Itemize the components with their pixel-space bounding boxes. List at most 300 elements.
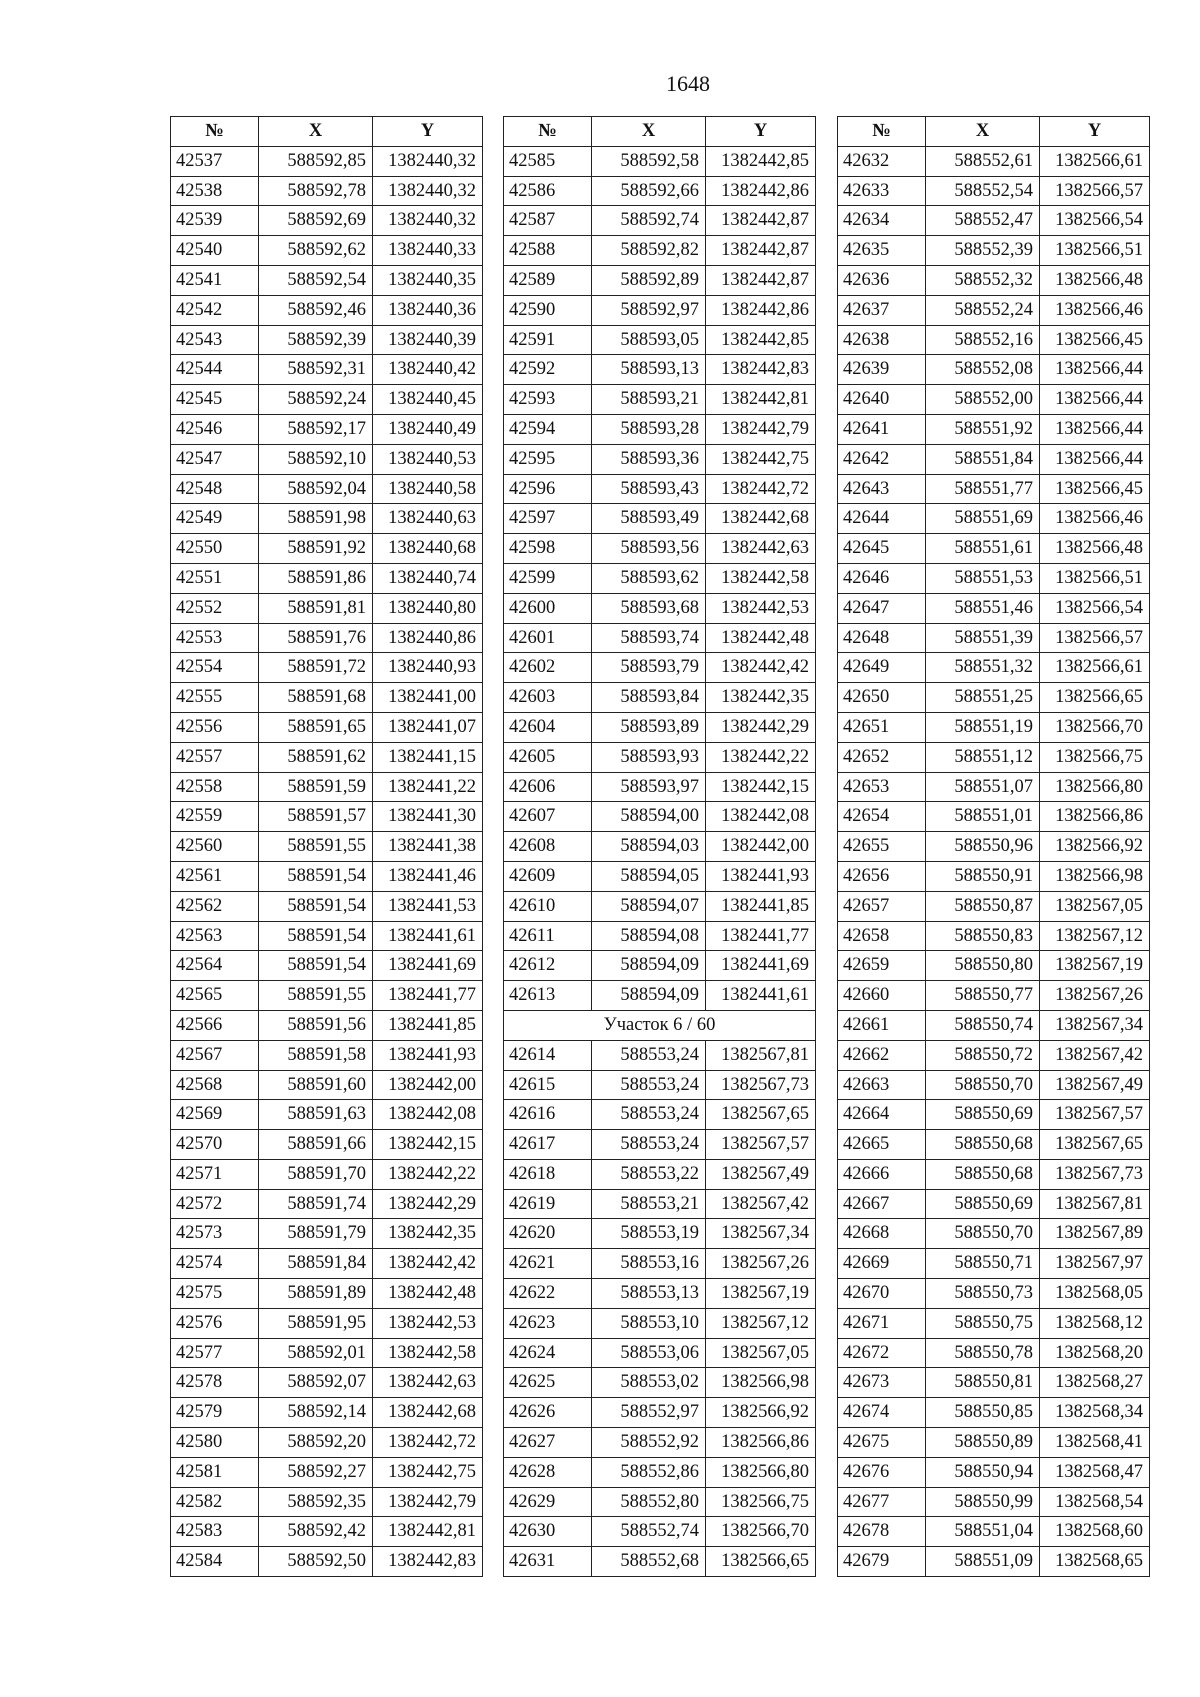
y-value: 1382441,30 <box>373 802 483 832</box>
table-row <box>838 1517 1150 1547</box>
x-value: 588551,12 <box>926 742 1040 772</box>
table-row <box>171 1130 483 1160</box>
x-value: 588591,72 <box>259 653 373 683</box>
table-row <box>504 981 816 1011</box>
table-row <box>171 1100 483 1130</box>
point-number: 42542 <box>171 295 259 325</box>
table-row <box>171 802 483 832</box>
x-value: 588592,14 <box>259 1398 373 1428</box>
y-value: 1382441,22 <box>373 772 483 802</box>
point-number: 42583 <box>171 1517 259 1547</box>
table-row <box>504 1487 816 1517</box>
table-row <box>504 176 816 206</box>
table-row <box>838 1279 1150 1309</box>
point-number: 42640 <box>838 385 926 415</box>
point-number: 42540 <box>171 236 259 266</box>
table-row <box>838 1428 1150 1458</box>
x-value: 588592,04 <box>259 474 373 504</box>
y-value: 1382568,41 <box>1040 1428 1150 1458</box>
x-value: 588552,68 <box>592 1547 706 1577</box>
y-value: 1382567,34 <box>1040 1010 1150 1040</box>
x-value: 588591,54 <box>259 951 373 981</box>
x-value: 588553,24 <box>592 1130 706 1160</box>
point-number: 42661 <box>838 1010 926 1040</box>
point-number: 42566 <box>171 1010 259 1040</box>
y-value: 1382442,42 <box>373 1249 483 1279</box>
x-value: 588594,08 <box>592 921 706 951</box>
table-row <box>838 1040 1150 1070</box>
x-value: 588591,66 <box>259 1130 373 1160</box>
point-number: 42671 <box>838 1308 926 1338</box>
y-value: 1382566,80 <box>706 1457 816 1487</box>
y-value: 1382566,48 <box>1040 534 1150 564</box>
point-number: 42629 <box>504 1487 592 1517</box>
y-value: 1382567,34 <box>706 1219 816 1249</box>
x-value: 588592,01 <box>259 1338 373 1368</box>
y-value: 1382442,00 <box>373 1070 483 1100</box>
y-value: 1382441,15 <box>373 742 483 772</box>
x-value: 588550,87 <box>926 891 1040 921</box>
point-number: 42665 <box>838 1130 926 1160</box>
y-value: 1382442,79 <box>373 1487 483 1517</box>
y-value: 1382442,22 <box>706 742 816 772</box>
y-value: 1382567,81 <box>1040 1189 1150 1219</box>
x-value: 588591,54 <box>259 921 373 951</box>
y-value: 1382566,75 <box>706 1487 816 1517</box>
x-value: 588551,39 <box>926 623 1040 653</box>
point-number: 42617 <box>504 1130 592 1160</box>
y-value: 1382566,48 <box>1040 265 1150 295</box>
point-number: 42545 <box>171 385 259 415</box>
point-number: 42541 <box>171 265 259 295</box>
table-row <box>171 385 483 415</box>
x-value: 588591,81 <box>259 593 373 623</box>
table-row <box>504 385 816 415</box>
table-row <box>504 1457 816 1487</box>
x-value: 588553,24 <box>592 1100 706 1130</box>
point-number: 42594 <box>504 414 592 444</box>
point-number: 42670 <box>838 1279 926 1309</box>
y-value: 1382566,86 <box>706 1428 816 1458</box>
section-title: Участок 6 / 60 <box>504 1010 816 1040</box>
x-value: 588591,57 <box>259 802 373 832</box>
x-value: 588551,84 <box>926 444 1040 474</box>
point-number: 42563 <box>171 921 259 951</box>
point-number: 42621 <box>504 1249 592 1279</box>
x-value: 588551,07 <box>926 772 1040 802</box>
y-value: 1382567,65 <box>706 1100 816 1130</box>
point-number: 42595 <box>504 444 592 474</box>
table-row <box>504 1398 816 1428</box>
y-value: 1382441,53 <box>373 891 483 921</box>
point-number: 42639 <box>838 355 926 385</box>
y-value: 1382442,29 <box>373 1189 483 1219</box>
y-value: 1382567,89 <box>1040 1219 1150 1249</box>
point-number: 42564 <box>171 951 259 981</box>
point-number: 42557 <box>171 742 259 772</box>
point-number: 42655 <box>838 832 926 862</box>
table-row <box>838 1070 1150 1100</box>
y-value: 1382442,08 <box>706 802 816 832</box>
x-value: 588551,53 <box>926 563 1040 593</box>
point-number: 42624 <box>504 1338 592 1368</box>
table-row <box>171 593 483 623</box>
y-value: 1382566,75 <box>1040 742 1150 772</box>
y-value: 1382441,93 <box>706 861 816 891</box>
table-row <box>504 832 816 862</box>
y-value: 1382441,69 <box>373 951 483 981</box>
x-value: 588592,31 <box>259 355 373 385</box>
point-number: 42590 <box>504 295 592 325</box>
x-value: 588553,21 <box>592 1189 706 1219</box>
y-value: 1382566,70 <box>1040 712 1150 742</box>
table-row <box>838 295 1150 325</box>
table-row <box>504 206 816 236</box>
table-row <box>504 265 816 295</box>
table-row <box>504 1159 816 1189</box>
table-row <box>504 742 816 772</box>
x-value: 588591,58 <box>259 1040 373 1070</box>
x-value: 588550,94 <box>926 1457 1040 1487</box>
x-value: 588550,83 <box>926 921 1040 951</box>
table-row <box>504 951 816 981</box>
y-value: 1382566,57 <box>1040 176 1150 206</box>
x-value: 588592,78 <box>259 176 373 206</box>
point-number: 42548 <box>171 474 259 504</box>
table-row <box>838 325 1150 355</box>
header-number: № <box>504 117 592 147</box>
table-row <box>171 444 483 474</box>
y-value: 1382567,73 <box>706 1070 816 1100</box>
y-value: 1382440,33 <box>373 236 483 266</box>
x-value: 588550,70 <box>926 1219 1040 1249</box>
y-value: 1382442,87 <box>706 265 816 295</box>
table-row <box>504 1338 816 1368</box>
x-value: 588591,76 <box>259 623 373 653</box>
x-value: 588591,60 <box>259 1070 373 1100</box>
table-row <box>504 891 816 921</box>
x-value: 588552,74 <box>592 1517 706 1547</box>
header-x: X <box>592 117 706 147</box>
y-value: 1382568,20 <box>1040 1338 1150 1368</box>
table-row <box>171 1159 483 1189</box>
point-number: 42627 <box>504 1428 592 1458</box>
table-row <box>171 653 483 683</box>
y-value: 1382442,58 <box>706 563 816 593</box>
point-number: 42628 <box>504 1457 592 1487</box>
table-row <box>171 146 483 176</box>
y-value: 1382568,60 <box>1040 1517 1150 1547</box>
point-number: 42620 <box>504 1219 592 1249</box>
point-number: 42657 <box>838 891 926 921</box>
x-value: 588594,05 <box>592 861 706 891</box>
y-value: 1382441,00 <box>373 683 483 713</box>
y-value: 1382566,45 <box>1040 474 1150 504</box>
point-number: 42662 <box>838 1040 926 1070</box>
y-value: 1382442,85 <box>706 146 816 176</box>
point-number: 42616 <box>504 1100 592 1130</box>
x-value: 588553,06 <box>592 1338 706 1368</box>
point-number: 42605 <box>504 742 592 772</box>
table-row <box>504 236 816 266</box>
table-row <box>504 653 816 683</box>
point-number: 42645 <box>838 534 926 564</box>
point-number: 42674 <box>838 1398 926 1428</box>
point-number: 42580 <box>171 1428 259 1458</box>
table-row <box>838 1457 1150 1487</box>
point-number: 42550 <box>171 534 259 564</box>
point-number: 42551 <box>171 563 259 593</box>
x-value: 588592,24 <box>259 385 373 415</box>
point-number: 42631 <box>504 1547 592 1577</box>
table-row <box>171 325 483 355</box>
point-number: 42568 <box>171 1070 259 1100</box>
y-value: 1382567,42 <box>1040 1040 1150 1070</box>
table-row <box>504 712 816 742</box>
y-value: 1382442,72 <box>373 1428 483 1458</box>
table-row <box>838 861 1150 891</box>
point-number: 42653 <box>838 772 926 802</box>
x-value: 588553,22 <box>592 1159 706 1189</box>
x-value: 588591,79 <box>259 1219 373 1249</box>
x-value: 588550,96 <box>926 832 1040 862</box>
y-value: 1382442,63 <box>706 534 816 564</box>
table-row <box>838 444 1150 474</box>
point-number: 42537 <box>171 146 259 176</box>
y-value: 1382567,49 <box>706 1159 816 1189</box>
table-row <box>504 1547 816 1577</box>
header-y: Y <box>1040 117 1150 147</box>
x-value: 588593,84 <box>592 683 706 713</box>
table-row <box>504 1517 816 1547</box>
y-value: 1382440,86 <box>373 623 483 653</box>
x-value: 588550,85 <box>926 1398 1040 1428</box>
x-value: 588591,62 <box>259 742 373 772</box>
page-number: 1648 <box>666 71 710 96</box>
point-number: 42601 <box>504 623 592 653</box>
point-number: 42538 <box>171 176 259 206</box>
table-row <box>171 1189 483 1219</box>
x-value: 588593,43 <box>592 474 706 504</box>
table-row <box>838 1219 1150 1249</box>
point-number: 42544 <box>171 355 259 385</box>
y-value: 1382567,19 <box>1040 951 1150 981</box>
x-value: 588593,62 <box>592 563 706 593</box>
table-row <box>171 981 483 1011</box>
y-value: 1382441,61 <box>373 921 483 951</box>
table-row <box>171 742 483 772</box>
table-row <box>504 534 816 564</box>
x-value: 588552,16 <box>926 325 1040 355</box>
table-row <box>838 355 1150 385</box>
y-value: 1382566,44 <box>1040 444 1150 474</box>
table-row <box>504 414 816 444</box>
header-y: Y <box>373 117 483 147</box>
y-value: 1382441,46 <box>373 861 483 891</box>
point-number: 42649 <box>838 653 926 683</box>
point-number: 42599 <box>504 563 592 593</box>
table-row <box>171 1457 483 1487</box>
y-value: 1382567,05 <box>706 1338 816 1368</box>
y-value: 1382566,70 <box>706 1517 816 1547</box>
point-number: 42676 <box>838 1457 926 1487</box>
x-value: 588592,62 <box>259 236 373 266</box>
y-value: 1382567,97 <box>1040 1249 1150 1279</box>
x-value: 588550,73 <box>926 1279 1040 1309</box>
x-value: 588591,95 <box>259 1308 373 1338</box>
x-value: 588551,77 <box>926 474 1040 504</box>
y-value: 1382567,19 <box>706 1279 816 1309</box>
coordinate-table-3 <box>837 116 1150 1577</box>
point-number: 42559 <box>171 802 259 832</box>
x-value: 588551,92 <box>926 414 1040 444</box>
y-value: 1382568,54 <box>1040 1487 1150 1517</box>
x-value: 588550,99 <box>926 1487 1040 1517</box>
table-row <box>838 563 1150 593</box>
point-number: 42668 <box>838 1219 926 1249</box>
table-row <box>171 236 483 266</box>
y-value: 1382566,46 <box>1040 295 1150 325</box>
y-value: 1382566,57 <box>1040 623 1150 653</box>
table-row <box>171 1010 483 1040</box>
table-row <box>838 1338 1150 1368</box>
table-row <box>838 653 1150 683</box>
table-row <box>504 861 816 891</box>
y-value: 1382442,15 <box>706 772 816 802</box>
y-value: 1382566,46 <box>1040 504 1150 534</box>
point-number: 42626 <box>504 1398 592 1428</box>
table-row <box>171 1338 483 1368</box>
table-row <box>504 802 816 832</box>
table-row <box>171 951 483 981</box>
x-value: 588593,05 <box>592 325 706 355</box>
x-value: 588550,68 <box>926 1159 1040 1189</box>
point-number: 42558 <box>171 772 259 802</box>
table-row <box>838 1547 1150 1577</box>
x-value: 588591,86 <box>259 563 373 593</box>
table-row <box>504 1189 816 1219</box>
y-value: 1382442,22 <box>373 1159 483 1189</box>
x-value: 588550,68 <box>926 1130 1040 1160</box>
table-row <box>838 1398 1150 1428</box>
table-row <box>171 1517 483 1547</box>
x-value: 588594,00 <box>592 802 706 832</box>
point-number: 42666 <box>838 1159 926 1189</box>
y-value: 1382568,05 <box>1040 1279 1150 1309</box>
x-value: 588551,69 <box>926 504 1040 534</box>
point-number: 42636 <box>838 265 926 295</box>
table-row <box>504 772 816 802</box>
table-header-row <box>504 117 816 147</box>
y-value: 1382567,65 <box>1040 1130 1150 1160</box>
y-value: 1382441,85 <box>706 891 816 921</box>
x-value: 588553,02 <box>592 1368 706 1398</box>
x-value: 588552,97 <box>592 1398 706 1428</box>
point-number: 42679 <box>838 1547 926 1577</box>
x-value: 588550,80 <box>926 951 1040 981</box>
point-number: 42579 <box>171 1398 259 1428</box>
point-number: 42634 <box>838 206 926 236</box>
table-row <box>504 1308 816 1338</box>
point-number: 42584 <box>171 1547 259 1577</box>
table-header-row <box>171 117 483 147</box>
y-value: 1382568,27 <box>1040 1368 1150 1398</box>
x-value: 588551,46 <box>926 593 1040 623</box>
point-number: 42612 <box>504 951 592 981</box>
y-value: 1382442,48 <box>373 1279 483 1309</box>
y-value: 1382442,87 <box>706 236 816 266</box>
table-row <box>838 832 1150 862</box>
x-value: 588550,77 <box>926 981 1040 1011</box>
y-value: 1382567,57 <box>706 1130 816 1160</box>
point-number: 42652 <box>838 742 926 772</box>
section-header-row <box>504 1010 816 1040</box>
x-value: 588592,74 <box>592 206 706 236</box>
x-value: 588550,71 <box>926 1249 1040 1279</box>
point-number: 42630 <box>504 1517 592 1547</box>
y-value: 1382442,53 <box>706 593 816 623</box>
x-value: 588593,56 <box>592 534 706 564</box>
x-value: 588592,97 <box>592 295 706 325</box>
table-row <box>504 1249 816 1279</box>
y-value: 1382440,42 <box>373 355 483 385</box>
header-x: X <box>259 117 373 147</box>
x-value: 588593,36 <box>592 444 706 474</box>
table-row <box>838 385 1150 415</box>
table-row <box>838 1249 1150 1279</box>
y-value: 1382442,85 <box>706 325 816 355</box>
y-value: 1382441,38 <box>373 832 483 862</box>
table-row <box>171 474 483 504</box>
x-value: 588591,59 <box>259 772 373 802</box>
x-value: 588550,69 <box>926 1189 1040 1219</box>
y-value: 1382568,65 <box>1040 1547 1150 1577</box>
x-value: 588551,32 <box>926 653 1040 683</box>
table-row <box>504 1100 816 1130</box>
y-value: 1382566,44 <box>1040 414 1150 444</box>
point-number: 42664 <box>838 1100 926 1130</box>
x-value: 588552,32 <box>926 265 1040 295</box>
point-number: 42572 <box>171 1189 259 1219</box>
point-number: 42549 <box>171 504 259 534</box>
y-value: 1382567,73 <box>1040 1159 1150 1189</box>
y-value: 1382566,80 <box>1040 772 1150 802</box>
table-row <box>171 1368 483 1398</box>
y-value: 1382440,93 <box>373 653 483 683</box>
table-row <box>838 742 1150 772</box>
point-number: 42642 <box>838 444 926 474</box>
x-value: 588550,74 <box>926 1010 1040 1040</box>
y-value: 1382568,47 <box>1040 1457 1150 1487</box>
x-value: 588591,84 <box>259 1249 373 1279</box>
point-number: 42606 <box>504 772 592 802</box>
x-value: 588550,89 <box>926 1428 1040 1458</box>
y-value: 1382442,75 <box>706 444 816 474</box>
y-value: 1382566,54 <box>1040 593 1150 623</box>
x-value: 588591,55 <box>259 981 373 1011</box>
x-value: 588592,07 <box>259 1368 373 1398</box>
point-number: 42585 <box>504 146 592 176</box>
y-value: 1382442,81 <box>706 385 816 415</box>
y-value: 1382566,98 <box>1040 861 1150 891</box>
x-value: 588551,25 <box>926 683 1040 713</box>
y-value: 1382566,86 <box>1040 802 1150 832</box>
y-value: 1382442,86 <box>706 176 816 206</box>
point-number: 42648 <box>838 623 926 653</box>
point-number: 42651 <box>838 712 926 742</box>
point-number: 42656 <box>838 861 926 891</box>
table-row <box>838 414 1150 444</box>
